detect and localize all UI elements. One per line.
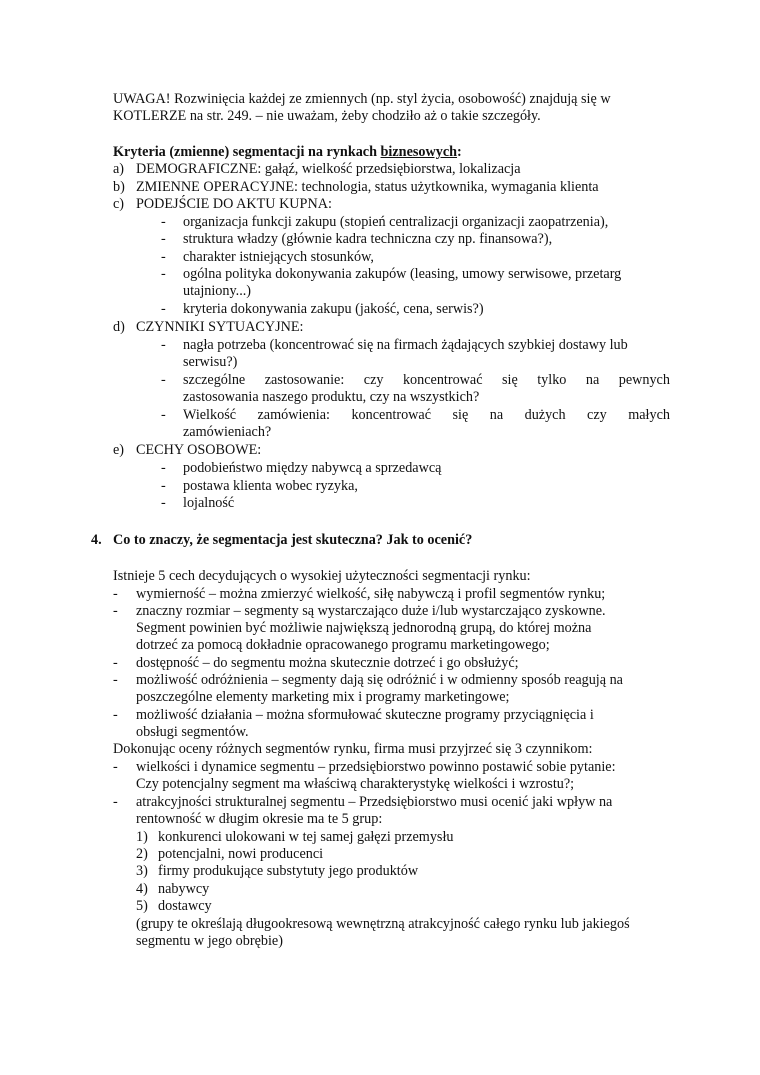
d-item-cont: zamówieniach?: [183, 424, 272, 440]
q4-line2: atrakcyjności strukturalnej segmentu – Przedsiębiorstwo musi ocenić jaki wpływ na: [136, 794, 613, 810]
q4-note: (grupy te określają długookresową wewnętrzną atrakcyjność całego rynku lub jakiegoś: [136, 916, 630, 932]
word: małych: [628, 407, 670, 423]
word: tylko: [537, 372, 567, 388]
list-marker-e: e): [113, 442, 125, 458]
q4-line: wymierność – można zmierzyć wielkość, siłę nabywczą i profil segmentów rynku;: [136, 586, 606, 602]
q4-lead2: Dokonując oceny różnych segmentów rynku, firma musi przyjrzeć się 3 czynnikom:: [113, 741, 593, 757]
q4-lead: Istnieje 5 cech decydujących o wysokiej użyteczności segmentacji rynku:: [113, 568, 531, 584]
word: się: [452, 407, 469, 423]
criteria-b: ZMIENNE OPERACYJNE: technologia, status użytkownika, wymagania klienta: [136, 179, 599, 195]
word: zamówienia:: [257, 407, 330, 423]
criteria-e: CECHY OSOBOWE:: [136, 442, 262, 458]
group-number: 1): [136, 829, 148, 845]
group-text: firmy produkujące substytuty jego produktów: [158, 863, 419, 879]
word: dużych: [524, 407, 566, 423]
dash: -: [113, 707, 118, 723]
c-item: charakter istniejących stosunków,: [183, 249, 374, 265]
q4-line: dotrzeć za pomocą dokładnie opracowanego programu marketingowego;: [136, 637, 550, 653]
word: czy: [363, 372, 384, 388]
criteria-d: CZYNNIKI SYTUACYJNE:: [136, 319, 304, 335]
dash: -: [161, 460, 166, 476]
list-marker-d: d): [113, 319, 125, 335]
group-number: 4): [136, 881, 148, 897]
dash: -: [113, 603, 118, 619]
q4-line2: wielkości i dynamice segmentu – przedsiębiorstwo powinno postawić sobie pytanie:: [136, 759, 616, 775]
word: pewnych: [618, 372, 670, 388]
dash: -: [113, 586, 118, 602]
word: Wielkość: [183, 407, 237, 423]
dash: -: [113, 655, 118, 671]
q4-line: dostępność – do segmentu można skutecznie dotrzeć i go obsłużyć;: [136, 655, 519, 671]
e-item: podobieństwo między nabywcą a sprzedawcą: [183, 460, 442, 476]
e-item: lojalność: [183, 495, 235, 511]
dash: -: [161, 337, 166, 353]
q4-line: poszczególne elementy marketing mix i programy marketingowe;: [136, 689, 510, 705]
dash: -: [161, 301, 166, 317]
q4-note: segmentu w jego obrębie): [136, 933, 283, 949]
word: koncentrować: [402, 372, 483, 388]
word: na: [489, 407, 504, 423]
c-item: ogólna polityka dokonywania zakupów (leasing, umowy serwisowe, przetarg: [183, 266, 622, 282]
list-marker-a: a): [113, 161, 125, 177]
e-item: postawa klienta wobec ryzyka,: [183, 478, 358, 494]
c-item: organizacja funkcji zakupu (stopień centralizacji organizacji zaopatrzenia),: [183, 214, 609, 230]
criteria-heading: [113, 144, 462, 160]
dash: -: [161, 372, 166, 388]
dash: -: [161, 231, 166, 247]
word: zastosowanie:: [264, 372, 345, 388]
word: szczególne: [183, 372, 246, 388]
q4-line: Segment powinien być możliwie największą jednorodną grupą, do której można: [136, 620, 592, 636]
q4-line2: rentowność w długim okresie ma te 5 grup:: [136, 811, 383, 827]
q4-number: 4.: [91, 532, 102, 548]
intro-line-1: UWAGA! Rozwinięcia każdej ze zmiennych (np. styl życia, osobowość) znajdują się w: [113, 91, 611, 107]
group-text: dostawcy: [158, 898, 212, 914]
dash: -: [113, 794, 118, 810]
c-item-cont: utajniony...): [183, 283, 252, 299]
dash: -: [161, 407, 166, 423]
group-text: potencjalni, nowi producenci: [158, 846, 324, 862]
intro-line-2: KOTLERZE na str. 249. – nie uważam, żeby chodziło aż o takie szczegóły.: [113, 108, 541, 124]
q4-title: Co to znaczy, że segmentacja jest skuteczna? Jak to ocenić?: [113, 532, 473, 548]
word: koncentrować: [351, 407, 432, 423]
d-item-justified: [183, 372, 670, 388]
dash: -: [161, 478, 166, 494]
group-number: 3): [136, 863, 148, 879]
criteria-heading-text: Kryteria (zmienne) segmentacji na rynkach: [113, 144, 381, 160]
criteria-a: DEMOGRAFICZNE: gałąź, wielkość przedsiębiorstwa, lokalizacja: [136, 161, 521, 177]
list-marker-c: c): [113, 196, 125, 212]
group-number: 2): [136, 846, 148, 862]
dash: -: [161, 266, 166, 282]
q4-line: obsługi segmentów.: [136, 724, 249, 740]
word: na: [585, 372, 600, 388]
d-item-cont: serwisu?): [183, 354, 238, 370]
d-item: nagła potrzeba (koncentrować się na firmach żądających szybkiej dostawy lub: [183, 337, 628, 353]
dash: -: [161, 214, 166, 230]
q4-line: możliwość odróżnienia – segmenty dają się odróżnić i w odmienny sposób reagują na: [136, 672, 623, 688]
q4-line2: Czy potencjalny segment ma właściwą charakterystykę wielkości i wzrostu?;: [136, 776, 575, 792]
dash: -: [113, 759, 118, 775]
dash: -: [161, 495, 166, 511]
q4-line: znaczny rozmiar – segmenty są wystarczająco duże i/lub wystarczająco zyskowne.: [136, 603, 606, 619]
group-number: 5): [136, 898, 148, 914]
c-item: struktura władzy (głównie kadra techniczna czy np. finansowa?),: [183, 231, 553, 247]
dash: -: [113, 672, 118, 688]
criteria-c: PODEJŚCIE DO AKTU KUPNA:: [136, 196, 332, 212]
group-text: konkurenci ulokowani w tej samej gałęzi przemysłu: [158, 829, 454, 845]
criteria-heading-colon: :: [457, 144, 462, 160]
criteria-heading-underlined: biznesowych: [380, 144, 458, 160]
list-marker-b: b): [113, 179, 125, 195]
q4-line: możliwość działania – można sformułować skuteczne programy przyciągnięcia i: [136, 707, 594, 723]
d-item-justified: [183, 407, 670, 423]
word: się: [501, 372, 518, 388]
d-item-cont: zastosowania naszego produktu, czy na wszystkich?: [183, 389, 480, 405]
dash: -: [161, 249, 166, 265]
group-text: nabywcy: [158, 881, 210, 897]
word: czy: [587, 407, 607, 423]
c-item: kryteria dokonywania zakupu (jakość, cena, serwis?): [183, 301, 484, 317]
